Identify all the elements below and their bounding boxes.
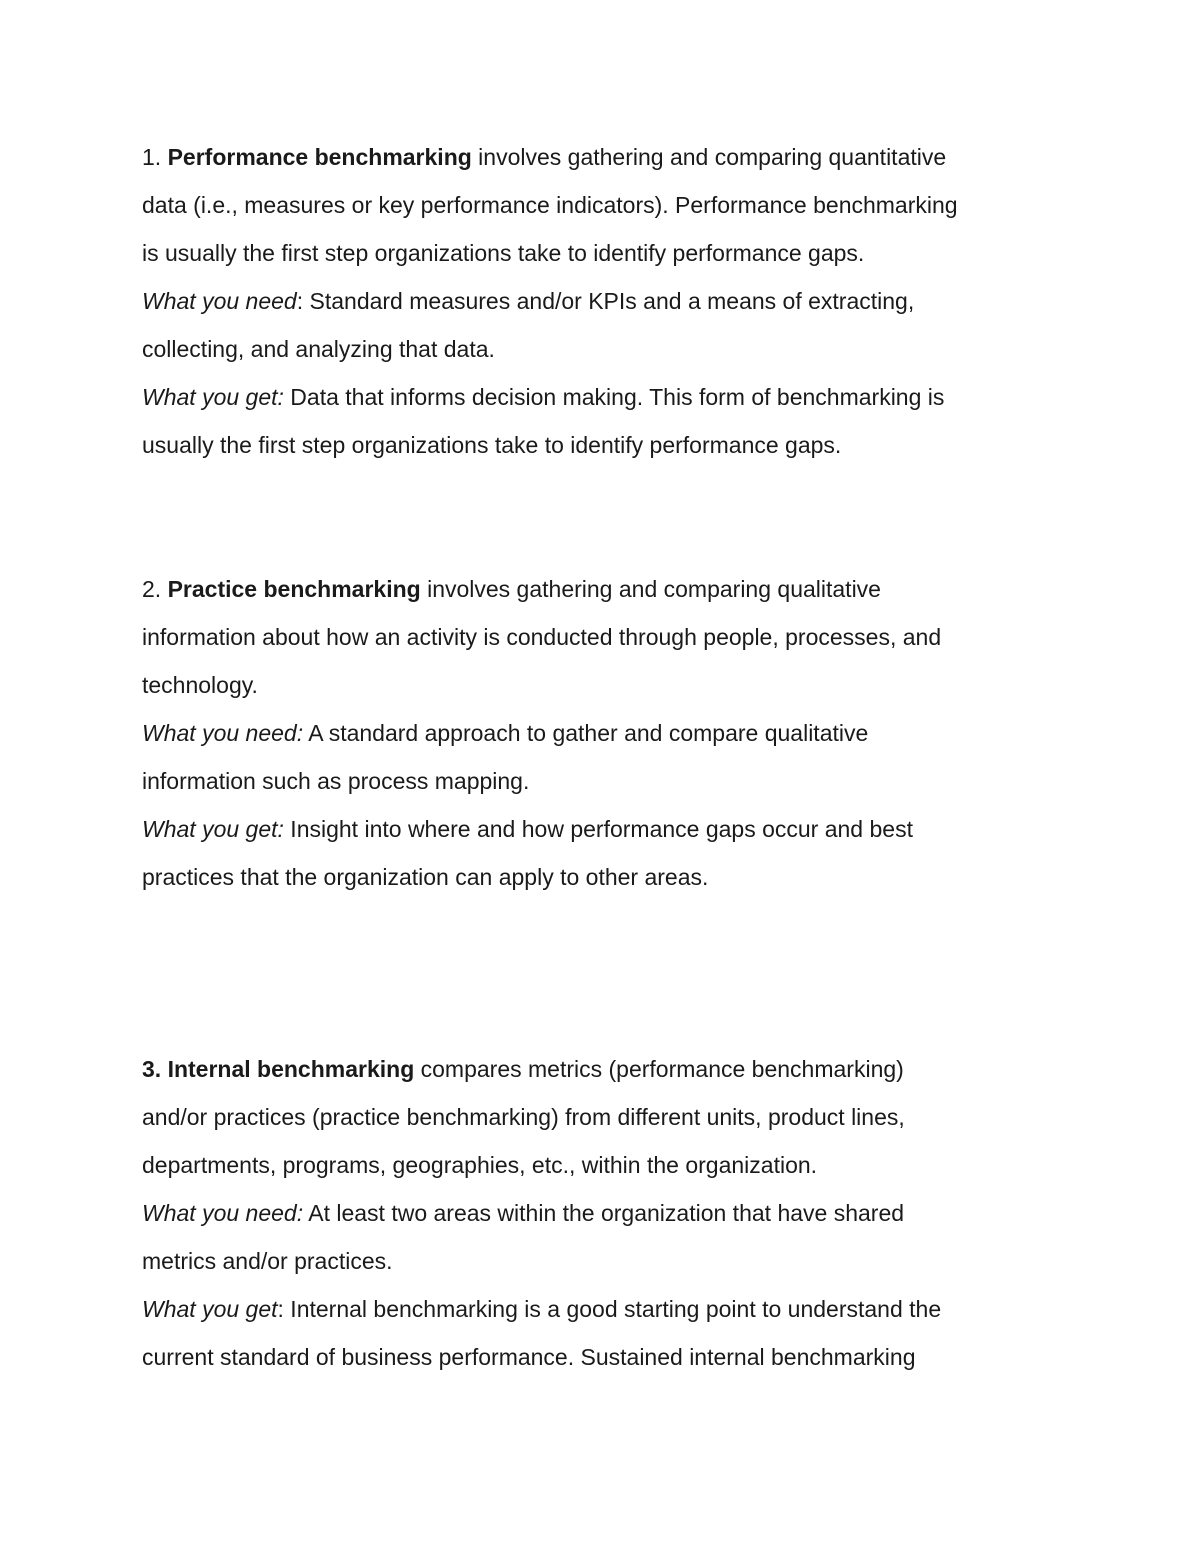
section-2-number: 2. (142, 576, 162, 602)
section-1-get-label: What you get: (142, 384, 284, 410)
section-2-need-label: What you need: (142, 720, 304, 746)
section-2-line-2: information about how an activity is conducted through people, processes, and (142, 624, 942, 650)
section-2-need-text-1: A standard approach to gather and compare qualitative (303, 720, 869, 746)
section-1-need-line-2: collecting, and analyzing that data. (142, 336, 495, 362)
section-1-line-3: is usually the first step organizations take to identify performance gaps. (142, 240, 865, 266)
section-3-get-sep: : (277, 1296, 284, 1322)
section-1-get-text-1: Data that informs decision making. This form of benchmarking is (283, 384, 945, 410)
section-3-number: 3. (142, 1056, 162, 1082)
section-2-need-line-1 (142, 718, 868, 748)
section-1-line-2: data (i.e., measures or key performance indicators). Performance benchmarking (142, 192, 958, 218)
section-2-need-line-2: information such as process mapping. (142, 768, 530, 794)
section-3-get-line-2: current standard of business performance. Sustained internal benchmarking (142, 1344, 916, 1370)
section-3-get-line-1 (142, 1294, 941, 1324)
section-3-line-3: departments, programs, geographies, etc., within the organization. (142, 1152, 818, 1178)
section-3-need-line-1 (142, 1198, 904, 1228)
section-2-line-3: technology. (142, 672, 258, 698)
section-2-get-text-1: Insight into where and how performance gaps occur and best (283, 816, 913, 842)
section-3-line-1 (142, 1054, 904, 1084)
section-1-number: 1. (142, 144, 162, 170)
section-3-text-1: compares metrics (performance benchmarking) (414, 1056, 904, 1082)
section-3-need-text-1: At least two areas within the organization that have shared (303, 1200, 905, 1226)
section-2-term: Practice benchmarking (167, 576, 421, 602)
section-2-get-line-2: practices that the organization can apply to other areas. (142, 864, 709, 890)
section-1-get-line-1 (142, 382, 944, 412)
section-1-term: Performance benchmarking (167, 144, 472, 170)
section-2-line-1 (142, 574, 881, 604)
section-3-term: Internal benchmarking (167, 1056, 415, 1082)
section-1-need-line-1 (142, 286, 914, 316)
section-1-line-1 (142, 142, 946, 172)
section-1-get-line-2: usually the first step organizations take to identify performance gaps. (142, 432, 842, 458)
section-3-need-line-2: metrics and/or practices. (142, 1248, 393, 1274)
section-1-text-1: involves gathering and comparing quantitative (471, 144, 947, 170)
section-2-text-1: involves gathering and comparing qualitative (420, 576, 881, 602)
section-3-get-label: What you get (142, 1296, 278, 1322)
section-3-line-2: and/or practices (practice benchmarking) from different units, product lines, (142, 1104, 905, 1130)
section-1-need-text-1: Standard measures and/or KPIs and a means of extracting, (303, 288, 915, 314)
section-2-get-label: What you get: (142, 816, 284, 842)
section-2-get-line-1 (142, 814, 913, 844)
section-3-get-text-1: Internal benchmarking is a good starting point to understand the (283, 1296, 942, 1322)
section-1-need-sep: : (296, 288, 304, 314)
section-1-need-label: What you need (142, 288, 297, 314)
section-3-need-label: What you need: (142, 1200, 304, 1226)
